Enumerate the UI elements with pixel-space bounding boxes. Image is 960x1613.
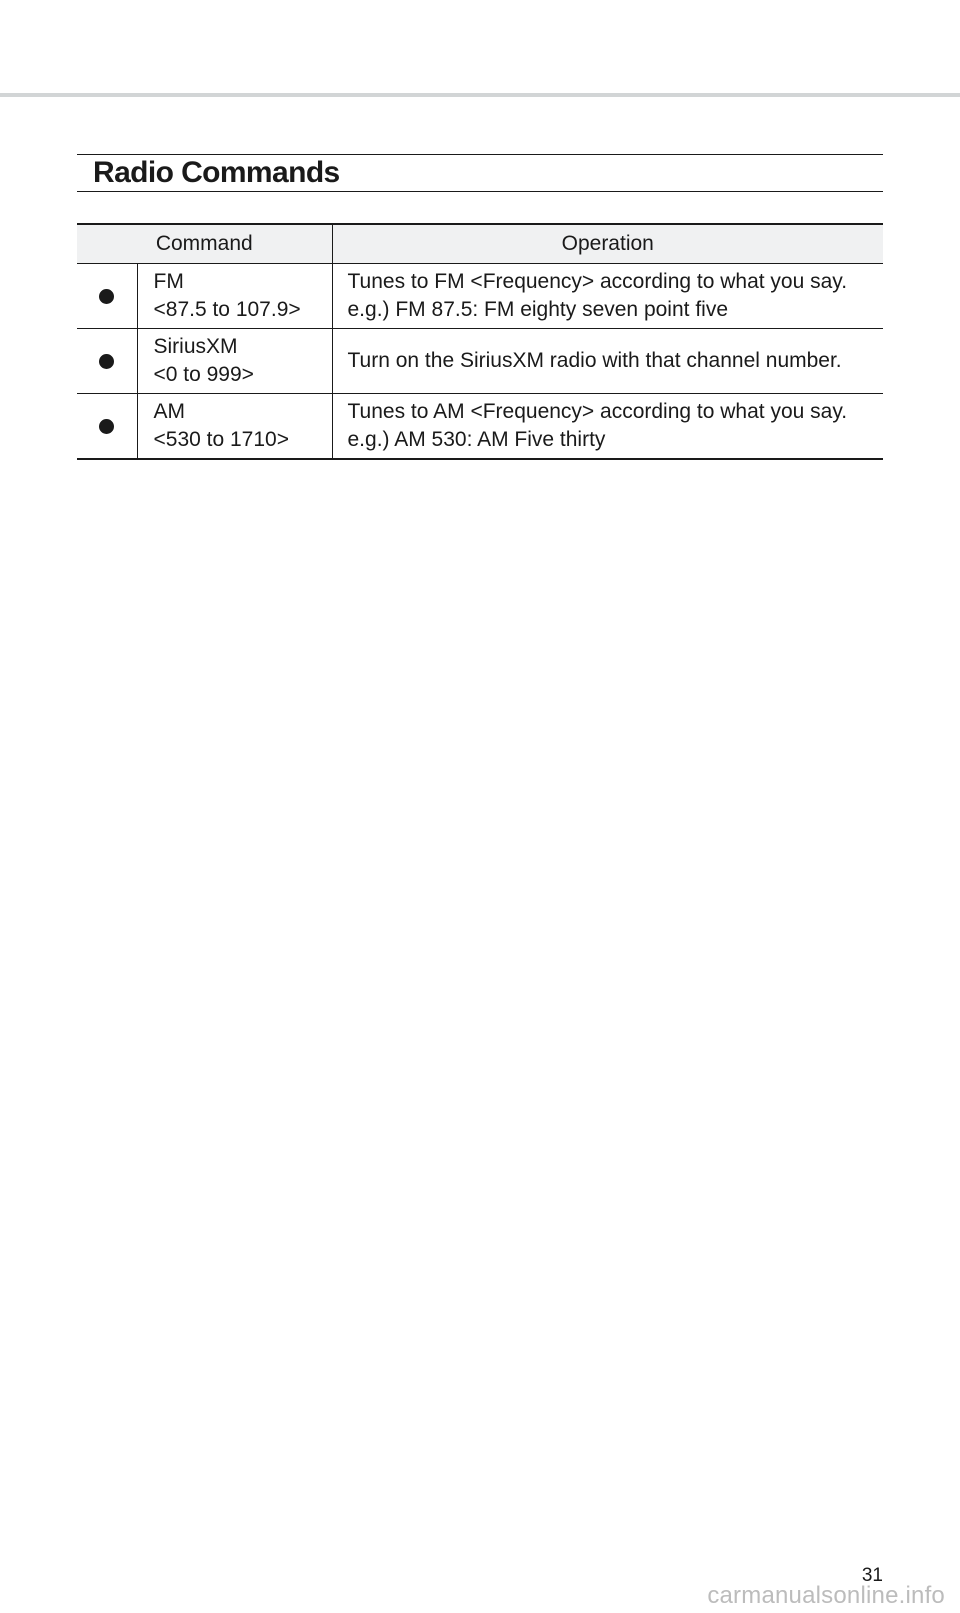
command-name: AM — [153, 400, 185, 423]
command-range: <87.5 to 107.9> — [153, 298, 301, 321]
table-row — [77, 264, 883, 329]
radio-commands-table — [77, 223, 883, 460]
operation-cell — [332, 329, 883, 394]
operation-example: e.g.) FM 87.5: FM eighty seven point five — [347, 298, 729, 321]
operation-description: Tunes to FM <Frequency> according to what you say. — [347, 270, 848, 293]
table-header-row — [77, 224, 883, 264]
page-number: 31 — [861, 1565, 883, 1586]
bullet-dot-icon — [99, 354, 114, 369]
command-name: FM — [153, 270, 184, 293]
command-range: <0 to 999> — [153, 363, 254, 386]
bullet-dot-icon — [99, 289, 114, 304]
table-row — [77, 329, 883, 394]
command-cell — [137, 329, 332, 394]
command-name: SiriusXM — [153, 335, 238, 358]
section-header — [77, 154, 883, 192]
operation-description: Tunes to AM <Frequency> according to what you say. — [347, 400, 848, 423]
operation-cell — [332, 264, 883, 329]
command-range: <530 to 1710> — [153, 428, 289, 451]
bullet-cell — [77, 394, 137, 460]
header-operation: Operation — [332, 224, 883, 264]
bullet-cell — [77, 329, 137, 394]
command-cell — [137, 394, 332, 460]
operation-example: e.g.) AM 530: AM Five thirty — [347, 428, 606, 451]
watermark: carmanualsonline.info — [707, 1582, 945, 1609]
operation-description: Turn on the SiriusXM radio with that channel number. — [347, 349, 842, 372]
command-cell — [137, 264, 332, 329]
top-rule — [0, 93, 960, 97]
table-row — [77, 394, 883, 460]
bullet-cell — [77, 264, 137, 329]
header-command: Command — [77, 224, 332, 264]
section-title: Radio Commands — [93, 156, 340, 189]
bullet-dot-icon — [99, 419, 114, 434]
operation-cell — [332, 394, 883, 460]
